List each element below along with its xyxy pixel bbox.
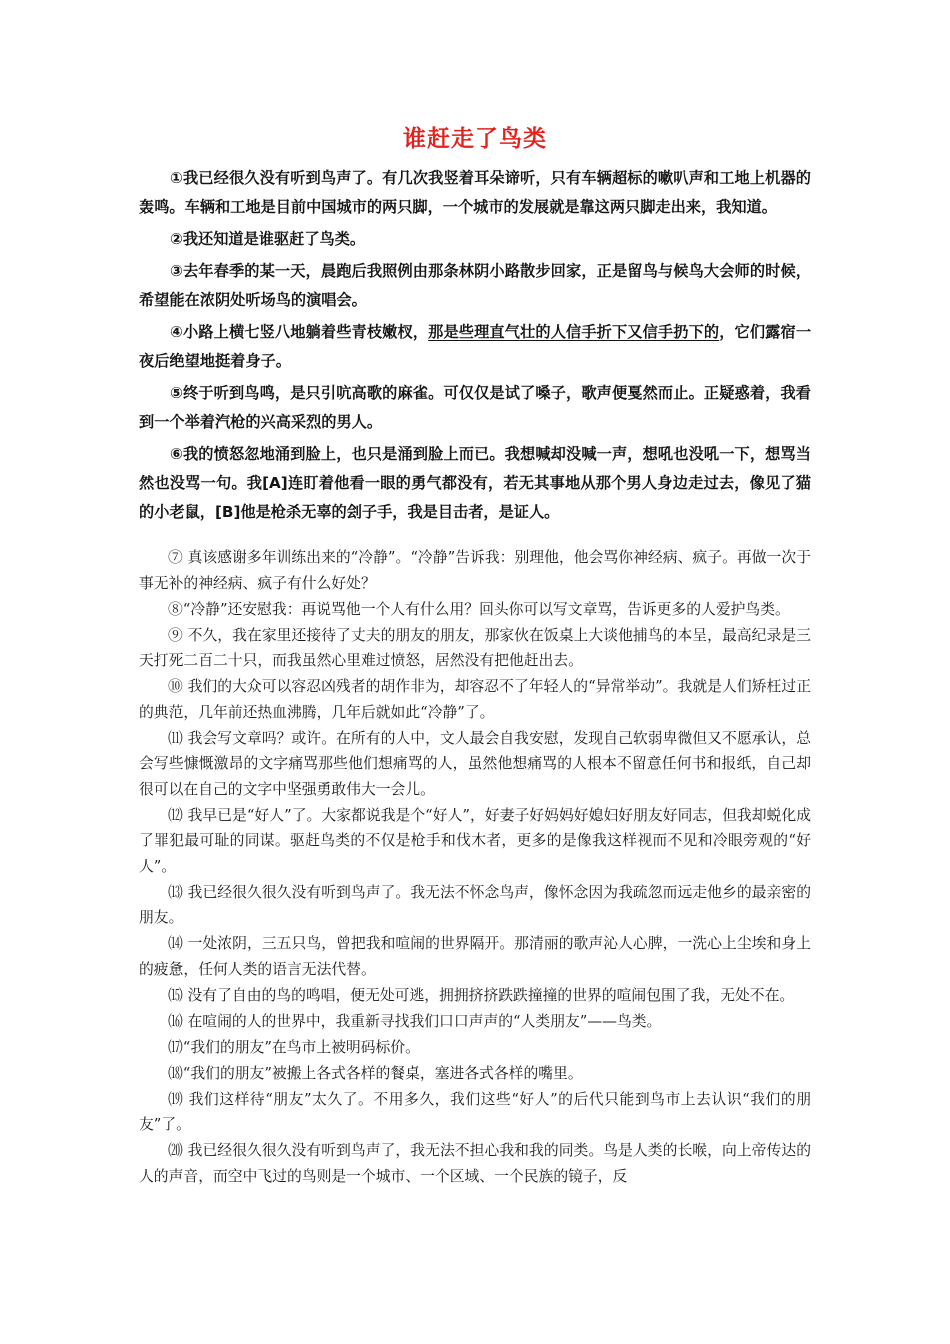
paragraph-6: ⑥我的愤怒忽地涌到脸上，也只是涌到脸上而已。我想喊却没喊一声，想吼也没吼一下，想骂当然也没骂一句。我[A]连盯着他看一眼的勇气都没有，若无其事地从那个男人身边走过去，像见了猫的小老鼠，[B]他是枪杀无辜的刽子手，我是目击者，是证人。 <box>139 445 811 521</box>
paragraph-10: ⑩ 我们的大众可以容忍凶残者的胡作非为，却容忍不了年轻人的“异常举动”。我就是人们矫枉过正的典范，几年前还热血沸腾，几年后就如此“冷静”了。 <box>139 678 811 721</box>
bold-paragraph-block <box>139 164 811 530</box>
plain-paragraph-block <box>139 545 811 1190</box>
paragraph-7: ⑦ 真该感谢多年训练出来的“冷静”。“冷静”告诉我：别理他，他会骂你神经病、疯子。再做一次于事无补的神经病、疯子有什么好处？ <box>139 549 811 592</box>
paragraph-15: ⒂ 没有了自由的鸟的鸣唱，便无处可逃，拥拥挤挤跌跌撞撞的世界的喧闹包围了我，无处不在。 <box>168 986 795 1004</box>
paragraph-4-lead: ④小路上横七竖八地躺着些青枝嫩杈， <box>170 323 429 341</box>
paragraph-13: ⒀ 我已经很久很久没有听到鸟声了。我无法不怀念鸟声，像怀念因为我疏忽而远走他乡的最亲密的朋友。 <box>139 883 811 926</box>
paragraph-20: ⒇ 我已经很久很久没有听到鸟声了，我无法不担心我和我的同类。鸟是人类的长喉，向上帝传达的人的声音，而空中飞过的鸟则是一个城市、一个区域、一个民族的镜子，反 <box>139 1142 811 1185</box>
paragraph-2: ②我还知道是谁驱赶了鸟类。 <box>170 230 366 248</box>
paragraph-8: ⑧“冷静”还安慰我：再说骂他一个人有什么用？回头你可以写文章骂，告诉更多的人爱护鸟类。 <box>168 600 790 618</box>
paragraph-19: ⒆ 我们这样待“朋友”太久了。不用多久，我们这些“好人”的后代只能到鸟市上去认识“我们的朋友”了。 <box>139 1090 811 1133</box>
paragraph-1: ①我已经很久没有听到鸟声了。有几次我竖着耳朵谛听，只有车辆超标的嗽叭声和工地上机器的轰鸣。车辆和工地是目前中国城市的两只脚，一个城市的发展就是靠这两只脚走出来，我知道。 <box>139 169 811 216</box>
paragraph-14: ⒁ 一处浓阴，三五只鸟，曾把我和喧闹的世界隔开。那清丽的歌声沁人心脾，一洗心上尘埃和身上的疲惫，任何人类的语言无法代替。 <box>139 935 811 978</box>
paragraph-16: ⒃ 在喧闹的人的世界中，我重新寻找我们口口声声的“人类朋友”——鸟类。 <box>168 1012 662 1030</box>
paragraph-11: ⑾ 我会写文章吗？或许。在所有的人中，文人最会自我安慰，发现自己软弱卑微但又不愿承认，总会写些慷慨激昂的文字痛骂那些他们想痛骂的人，虽然他想痛骂的人根本不留意任何书和报纸，自己却很可以在自己的文字中坚强勇敢伟大一会儿。 <box>139 729 811 798</box>
paragraph-12: ⑿ 我早已是“好人”了。大家都说我是个“好人”，好妻子好妈妈好媳妇好朋友好同志，但我却蜕化成了罪犯最可耻的同谋。驱赶鸟类的不仅是枪手和伐木者，更多的是像我这样视而不见和冷眼旁观的“好人”。 <box>139 806 811 875</box>
underlined-sentence: 那是些理直气壮的人信手折下又信手扔下的 <box>428 323 720 341</box>
paragraph-18: ⒅“我们的朋友”被搬上各式各样的餐桌，塞进各式各样的嘴里。 <box>168 1064 583 1082</box>
paragraph-4-tail: ，它们露宿一夜后绝望地挺着身子。 <box>139 323 812 370</box>
paragraph-17: ⒄“我们的朋友”在鸟市上被明码标价。 <box>168 1038 420 1056</box>
paragraph-5: ⑤终于听到鸟鸣，是只引吭高歌的麻雀。可仅仅是试了嗓子，歌声便戛然而止。正疑惑着，我看到一个举着汽枪的兴高采烈的男人。 <box>139 384 811 431</box>
document-title: 谁赶走了鸟类 <box>403 126 547 152</box>
paragraph-4 <box>139 318 811 376</box>
paragraph-3: ③去年春季的某一天，晨跑后我照例由那条林阴小路散步回家，正是留鸟与候鸟大会师的时候，希望能在浓阴处听场鸟的演唱会。 <box>139 262 811 309</box>
paragraph-9: ⑨ 不久，我在家里还接待了丈夫的朋友的朋友，那家伙在饭桌上大谈他捕鸟的本呈，最高纪录是三天打死二百二十只，而我虽然心里难过愤怒，居然没有把他赶出去。 <box>139 626 811 669</box>
